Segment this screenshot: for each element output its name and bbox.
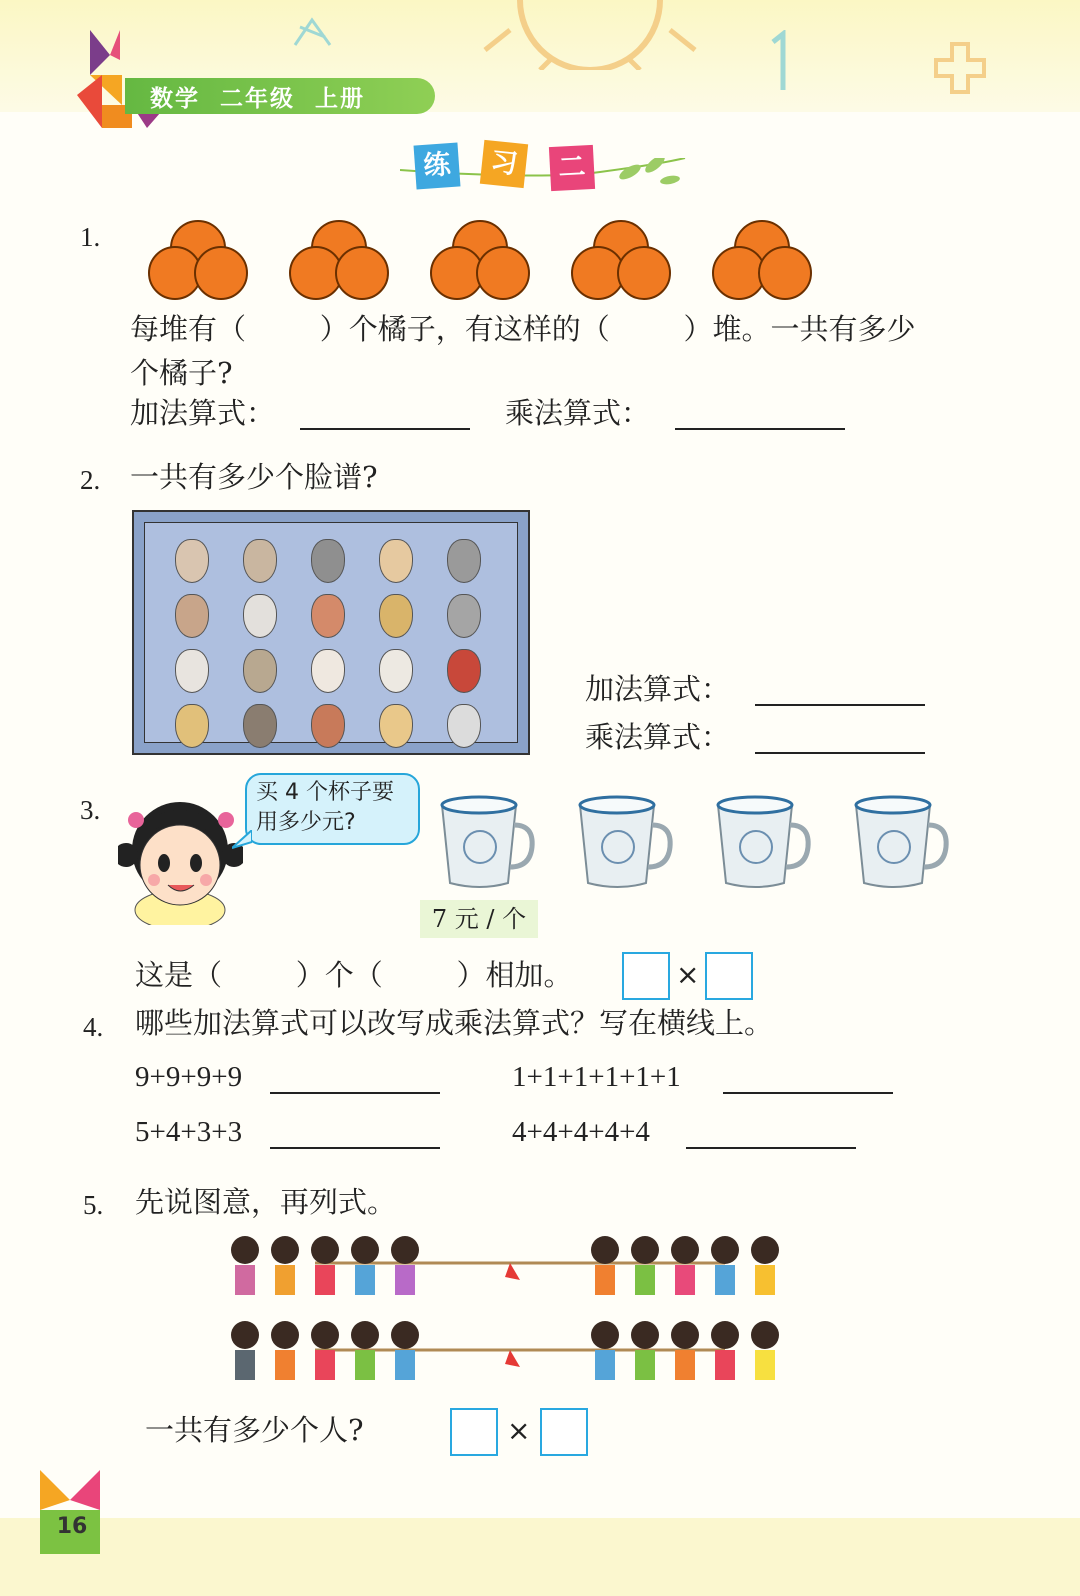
opera-masks-board: [132, 510, 530, 755]
q3-answer-box-1[interactable]: [622, 952, 670, 1000]
question-number-4: 4.: [83, 1012, 104, 1042]
opera-mask-icon: [243, 594, 277, 638]
question-number-3: 3.: [80, 795, 101, 825]
opera-mask-icon: [243, 704, 277, 748]
orange-pile-icon: [148, 218, 248, 303]
opera-mask-icon: [175, 704, 209, 748]
opera-mask-icon: [175, 594, 209, 638]
cup-icon: [574, 795, 674, 893]
q3-times-sign: ×: [676, 958, 700, 991]
number-one-decoration: [765, 30, 795, 95]
q2-multiplication-label: 乘法算式：: [585, 720, 731, 754]
q3-answer-box-2[interactable]: [705, 952, 753, 1000]
q4-expression-3: 5+4+3+3: [135, 1116, 243, 1148]
exercise-title: [400, 138, 690, 198]
q4-answer-line-3[interactable]: [270, 1147, 440, 1149]
price-label: 7 元 / 个: [420, 900, 538, 938]
page-number: 16: [56, 1514, 88, 1539]
q5-answer-box-1[interactable]: [450, 1408, 498, 1456]
orange-pile-icon: [289, 218, 389, 303]
plus-doodle-icon: [930, 40, 990, 100]
q4-answer-line-4[interactable]: [686, 1147, 856, 1149]
opera-mask-icon: [243, 539, 277, 583]
opera-mask-icon: [311, 704, 345, 748]
opera-mask-icon: [243, 649, 277, 693]
speech-bubble-tail: [232, 830, 252, 850]
q2-addition-answer-line[interactable]: [755, 704, 925, 706]
opera-mask-icon: [447, 594, 481, 638]
title-tile-1: 练: [414, 143, 461, 190]
question-number-1: 1.: [80, 222, 101, 252]
opera-mask-icon: [311, 539, 345, 583]
q1-addition-answer-line[interactable]: [300, 428, 470, 430]
q2-multiplication-answer-line[interactable]: [755, 752, 925, 754]
cup-icon: [712, 795, 812, 893]
cup-icon: [850, 795, 950, 893]
opera-masks-grid: [144, 522, 518, 743]
opera-mask-icon: [311, 649, 345, 693]
sun-decoration: [480, 0, 700, 70]
opera-mask-icon: [447, 539, 481, 583]
q2-question: 一共有多少个脸谱?: [130, 460, 378, 494]
q4-expression-2: 1+1+1+1+1+1: [512, 1061, 681, 1093]
q4-answer-line-2[interactable]: [723, 1092, 893, 1094]
q3-sentence: 这是（ ）个（ ）相加。: [135, 958, 573, 992]
q1-multiplication-answer-line[interactable]: [675, 428, 845, 430]
book-title: 数学 二年级 上册: [150, 86, 366, 112]
opera-mask-icon: [379, 594, 413, 638]
q4-expression-4: 4+4+4+4+4: [512, 1116, 650, 1148]
opera-mask-icon: [447, 649, 481, 693]
orange-pile-icon: [571, 218, 671, 303]
speech-bubble-text: 买 4 个杯子要 用多少元?: [256, 780, 394, 835]
opera-mask-icon: [379, 649, 413, 693]
opera-mask-icon: [447, 704, 481, 748]
q4-question: 哪些加法算式可以改写成乘法算式？写在横线上。: [135, 1006, 774, 1040]
q5-question: 先说图意，再列式。: [135, 1185, 397, 1219]
girl-character-icon: [118, 785, 243, 925]
q1-multiplication-label: 乘法算式：: [505, 396, 651, 430]
q1-question-line-2: 个橘子?: [130, 356, 233, 390]
q4-expression-1: 9+9+9+9: [135, 1061, 243, 1093]
cup-icon: [436, 795, 536, 893]
tangram-logo-icon: [72, 20, 172, 132]
q2-addition-label: 加法算式：: [585, 672, 731, 706]
q4-answer-line-1[interactable]: [270, 1092, 440, 1094]
question-number-5: 5.: [83, 1190, 104, 1220]
q5-times-sign: ×: [507, 1414, 531, 1447]
opera-mask-icon: [175, 649, 209, 693]
orange-pile-icon: [430, 218, 530, 303]
title-tile-3: 二: [549, 145, 595, 191]
q1-addition-label: 加法算式：: [130, 396, 276, 430]
question-number-2: 2.: [80, 465, 101, 495]
q5-sub-question: 一共有多少个人?: [145, 1413, 364, 1447]
q1-question-line-1: 每堆有（ ）个橘子，有这样的（ ）堆。一共有多少: [130, 312, 916, 346]
star-doodle-icon: [290, 15, 335, 55]
orange-pile-icon: [712, 218, 812, 303]
opera-mask-icon: [379, 539, 413, 583]
opera-mask-icon: [311, 594, 345, 638]
footer-band: [0, 1518, 1080, 1596]
opera-mask-icon: [175, 539, 209, 583]
opera-mask-icon: [379, 704, 413, 748]
title-tile-2: 习: [480, 140, 528, 188]
q5-answer-box-2[interactable]: [540, 1408, 588, 1456]
tug-of-war-illustration: [225, 1225, 810, 1400]
